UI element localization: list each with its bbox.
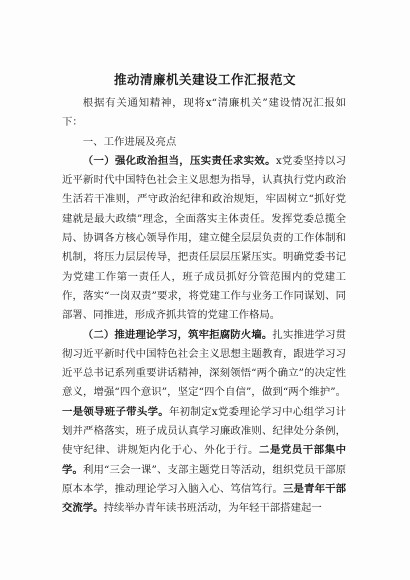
paragraph-1-body: x党委坚持以习近平新时代中国特色社会主义思想为指导，认真执行党内政治生活若干准则，严守政治纪律和政治规矩，牢固树立“抓好党建就是最大政绩”理念，全面落实主体责任。发挥党委总揽全局、协调各方核心领导作用，建立健全层层负责的工作体制和机制，将压力层层传导，把责任层层压紧压实。明确党委书记为党建工作第一责任人，班子成员抓好分管范围内的党建工作，落实“一岗双责”要求，将党建工作与业务工作同谋划、同部署、同推进，形成齐抓共管的党建工作格局。 [62,154,347,322]
subpoint-1-body: 年初制定x党委理论学习中心组学习计划并严格落实，班子成员认真学习廉政准则、纪律处分条例，使守纪律、讲规矩内化于心、外化于行。 [62,405,347,457]
document-title: 推动清廉机关建设工作汇报范文 [113,72,296,87]
subpoint-3-body: 持续举办青年读书班活动，为年轻干部搭建起一 [103,502,322,515]
subpoint-2-lead: 二是党员干部集中学。 [62,444,347,476]
paragraph-1 [62,152,346,326]
paragraph-1-lead: （一）强化政治担当，压实责任求实效。 [82,154,276,167]
paragraph-2 [62,326,346,519]
subpoint-2-body: 利用“三会一课”、支部主题党日等活动，组织党员干部原原本本学，推动理论学习入脑入心、笃信笃行。 [62,463,347,495]
section-heading: 一、工作进展及亮点 [82,135,177,148]
intro-paragraph: 根据有关通知精神，现将x“清廉机关”建设情况汇报如下： [62,97,346,129]
paragraph-2-lead: （二）推进理论学习，筑牢拒腐防火墙。 [82,328,273,341]
paragraph-2-body: 扎实推进学习贯彻习近平新时代中国特色社会主义思想主题教育，跟进学习习近平总书记系列重要讲话精神，深刻领悟“两个确立”的决定性意义，增强“四个意识”，坚定“四个自信”，做到“两个维护”。 [62,328,346,399]
subpoint-1-lead: 一是领导班子带头学。 [62,405,169,418]
document-body [62,94,346,519]
subpoint-3-lead: 三是青年干部交流学。 [62,482,347,515]
